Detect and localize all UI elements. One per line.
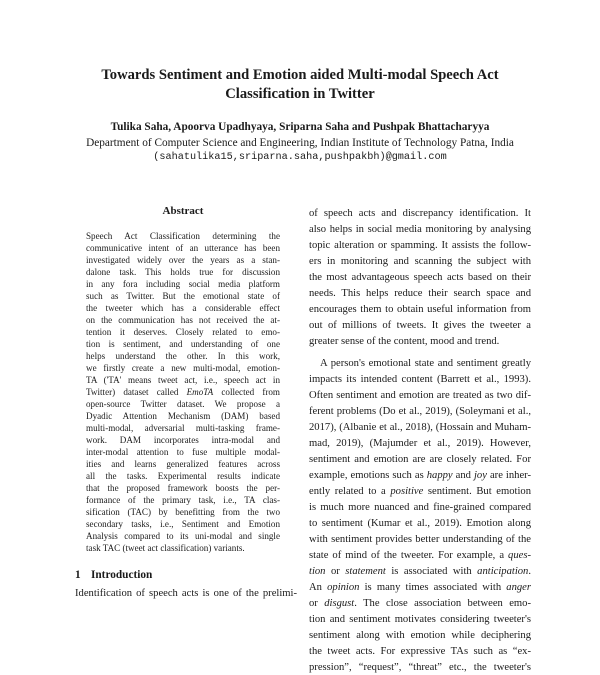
emphasis: anticipation [477,566,529,577]
abstract-heading: Abstract [162,205,204,217]
body-line: the most advantageous speech acts based on their [309,272,531,283]
body-line: ferent problems (Do et al., 2019), (Soleymani et al., [309,406,531,417]
abstract-line: inter-modal attention to fuse multiple modal- [86,447,280,457]
section-title: Introduction [91,569,153,581]
body-text: state of mind of the tweeter. For example, a [309,550,509,561]
title-line-2: Classification in Twitter [225,86,375,102]
abstract-line: secondary tasks, i.e., Sentiment and Emotion [86,519,280,529]
dataset-name: EmoTA [186,387,214,397]
abstract-line: Analysis compared to its uni-modal and single [86,531,280,541]
body-line: tion and sentiment motivates considering tweeter's [309,614,531,625]
body-line: greater sense of the content, mood and trend. [309,336,500,347]
body-line: A person's emotional state and sentiment greatly [320,358,531,369]
body-line: also helps in social media monitoring by analysing [309,224,531,235]
body-line: the tweet acts. For expressive TAs such as “ex- [309,646,531,657]
author-email: (sahatulika15,sriparna.saha,pushpakbh)@gmail.com [153,152,447,163]
abstract-line: multi-modal, adversarial multi-tasking frame- [86,423,280,433]
abstract-line: on the communication has not received the at- [86,315,280,325]
body-line: topic alteration or spamming. It assists the follow- [309,240,531,251]
body-text: or [309,598,325,609]
body-text: ently related to a [309,486,391,497]
abstract-line: investigated widely over the years as a stan- [86,255,280,265]
body-line: encourages them to obtain useful information from [309,304,531,315]
abstract-line: helps understand the other. In this work, [86,351,280,361]
body-line: sentiment and emotion are are closely related. For [309,454,531,465]
body-text: An [309,582,328,593]
body-line: impacts its intended content (Barrett et al., 1993). [309,374,531,385]
body-text: . The close association between emo- [354,598,531,609]
body-line: 2017), (Albanie et al., 2018), (Hossain and Muham- [309,422,531,433]
abstract-line: communicative intent of an utterance has been [86,243,280,253]
abstract-line: Speech Act Classification determining the [86,231,280,241]
body-line [309,484,531,499]
abstract-line: in any fora including social media platform [86,279,280,289]
abstract-line: dalone task. This holds true for discussion [86,267,280,277]
paper-title [60,66,540,104]
body-text: are inher- [486,470,532,481]
abstract-line: the tweeter which has a considerable effect [86,303,280,313]
body-line: is much more nuanced and fine-grained compared [309,502,531,513]
body-text: . [528,566,532,577]
emphasis: ques- [508,550,531,561]
body-line: out of millions of tweets. It gives the tweeter a [309,320,531,331]
abstract-line: task TAC (tweet act classification) variants. [86,543,245,553]
emphasis: positive [390,486,424,497]
section-number: 1 [75,569,81,581]
abstract-line: tention it deserves. Closely related to emo- [86,327,280,337]
body-text: or [325,566,346,577]
body-line [309,596,531,611]
abstract-line: formance of the primary task, i.e., TA clas- [86,495,280,505]
abstract-line [86,386,280,398]
abstract-line-text: Twitter) dataset called [86,387,187,397]
abstract-line: sification (TAC) by benefitting from the two [86,507,280,517]
emphasis: happy [426,470,453,481]
emphasis: tion [309,566,326,577]
author-list: Tulika Saha, Apoorva Upadhyaya, Sriparna Saha and Pushpak Bhattacharyya [110,121,490,133]
abstract-line: Dyadic Attention Mechanism (DAM) based [86,411,280,421]
body-line: with sentiment provides better understanding of the [309,534,531,545]
body-line [309,564,531,579]
abstract-line: TA ('TA' means tweet act, i.e., speech act in [86,375,280,385]
intro-line: Identification of speech acts is one of the prelimi- [75,588,297,599]
body-line [309,468,531,483]
body-line: pression”, “request”, “threat” etc., the tweeter's [309,662,531,673]
body-line: Often sentiment and emotion are treated as two dif- [309,390,531,401]
affiliation: Department of Computer Science and Engineering, Indian Institute of Technology Patna, India [86,137,514,149]
section-heading-introduction [75,569,152,581]
abstract-line-text: collected from [213,387,281,397]
body-text: sentiment. But emotion [423,486,531,497]
body-line: of speech acts and discrepancy identification. It [309,208,531,219]
emphasis: disgust [324,598,355,609]
body-line: needs. This helps reduce their search space and [309,288,531,299]
title-line-1: Towards Sentiment and Emotion aided Multi-modal Speech Act [101,67,499,83]
abstract-line: work. DAM incorporates intra-modal and [86,435,280,445]
abstract-line: ities and learns generalized features across [86,459,280,469]
abstract-line: all the tasks. Experimental results indicate [86,471,280,481]
body-line: mad, 2019), (Majumder et al., 2019). However, [309,438,531,449]
abstract-line: we firstly create a new multi-modal, emotion- [86,363,280,373]
emphasis: joy [473,470,487,481]
body-text: is many times associated with [359,582,507,593]
abstract-line: such as Twitter. But the emotional state of [86,291,280,301]
abstract-line: open-source Twitter dataset. We propose a [86,399,280,409]
body-line [309,548,531,563]
emphasis: anger [506,582,531,593]
abstract-line: tion is sentiment, and understanding of one [86,339,280,349]
body-text: is associated with [385,566,478,577]
body-line: ers in monitoring and scanning the subject with [309,256,531,267]
emphasis: opinion [327,582,360,593]
body-text: example, emotions such as [309,470,427,481]
body-line: sentiment along with emotion while deciphering [309,630,531,641]
abstract-line: that the proposed framework boosts the per- [86,483,280,493]
emphasis: statement [345,566,386,577]
body-line [309,580,531,595]
body-line: to sentiment (Kumar et al., 2019). Emotion along [309,518,531,529]
body-text: and [452,470,474,481]
